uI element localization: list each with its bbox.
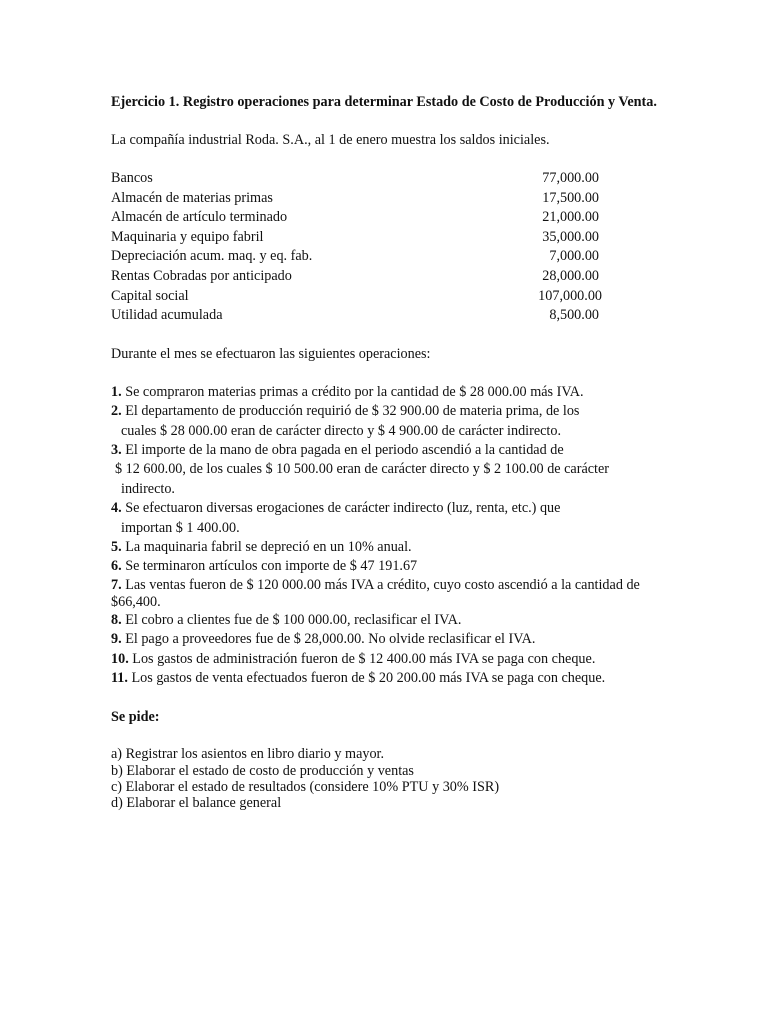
tasks-list: [111, 746, 711, 811]
operation-item: [111, 402, 711, 421]
account-name: Almacén de artículo terminado: [111, 209, 288, 226]
operation-number: 1.: [111, 383, 122, 400]
account-name: Depreciación acum. maq. y eq. fab.: [111, 248, 313, 265]
account-name: Bancos: [111, 170, 153, 186]
account-amount: 107,000.00: [538, 287, 602, 304]
intro-paragraph: La compañía industrial Roda. S.A., al 1 de enero muestra los saldos iniciales.: [111, 132, 550, 148]
operation-continuation: [111, 519, 711, 538]
task-item: c) Elaborar el estado de resultados (considere 10% PTU y 30% ISR): [111, 779, 500, 796]
balance-row: [111, 208, 599, 228]
operation-item: [111, 441, 711, 460]
operations-intro: Durante el mes se efectuaron las siguientes operaciones:: [111, 345, 431, 362]
account-amount: 7,000.00: [549, 248, 599, 265]
document-page: [111, 93, 711, 812]
operation-continuation: [111, 480, 711, 499]
operation-continuation: [111, 594, 711, 611]
account-amount: 35,000.00: [542, 228, 599, 245]
operation-number: 8.: [111, 611, 122, 628]
operation-item: [111, 577, 711, 594]
operation-number: 3.: [111, 441, 122, 458]
operation-number: 11.: [111, 670, 128, 687]
account-name: Maquinaria y equipo fabril: [111, 228, 264, 245]
account-name: Capital social: [111, 287, 189, 304]
operation-item: [111, 538, 711, 557]
operation-text: $ 12 600.00, de los cuales $ 10 500.00 eran de carácter directo y $ 2 100.00 de carácter: [115, 461, 610, 478]
operation-item: [111, 499, 711, 518]
operation-item: [111, 383, 711, 402]
operation-text: importan $ 1 400.00.: [121, 519, 240, 536]
operation-item: [111, 630, 711, 649]
balance-row: [111, 228, 599, 248]
operation-text: El pago a proveedores fue de $ 28,000.00. No olvide reclasificar el IVA.: [121, 631, 536, 648]
operation-continuation: [111, 460, 711, 479]
section-heading: Se pide:: [111, 709, 160, 726]
operation-text: Se terminaron artículos con importe de $ 47 191.67: [121, 558, 418, 575]
operation-text: Se compraron materias primas a crédito por la cantidad de $ 28 000.00 más IVA.: [121, 383, 584, 400]
document-title: Ejercicio 1. Registro operaciones para determinar Estado de Costo de Producción y Venta.: [111, 94, 657, 110]
operation-text: Los gastos de venta efectuados fueron de $ 20 200.00 más IVA se paga con cheque.: [127, 670, 606, 687]
operation-text: Los gastos de administración fueron de $ 12 400.00 más IVA se paga con cheque.: [128, 650, 596, 667]
balance-row: [111, 287, 602, 307]
task-item: a) Registrar los asientos en libro diario y mayor.: [111, 746, 385, 763]
account-name: Almacén de materias primas: [111, 189, 273, 206]
account-amount: 8,500.00: [549, 307, 599, 324]
operation-item: [111, 650, 711, 669]
balance-row: [111, 306, 599, 326]
operation-text: indirecto.: [121, 480, 175, 497]
account-amount: 17,500.00: [542, 189, 599, 206]
operation-number: 10.: [111, 650, 129, 667]
operation-item: [111, 611, 711, 630]
account-name: Utilidad acumulada: [111, 307, 223, 324]
operation-number: 2.: [111, 403, 122, 420]
operation-text: cuales $ 28 000.00 eran de carácter directo y $ 4 900.00 de carácter indirecto.: [121, 422, 562, 439]
operation-text: La maquinaria fabril se depreció en un 10% anual.: [121, 539, 412, 555]
operation-text: Las ventas fueron de $ 120 000.00 más IVA a crédito, cuyo costo ascendió a la cantidad de: [121, 576, 640, 593]
account-amount: 21,000.00: [542, 209, 599, 226]
operation-number: 4.: [111, 500, 122, 517]
task-item: d) Elaborar el balance general: [111, 795, 282, 812]
operation-continuation: [111, 422, 711, 441]
balance-row: [111, 189, 599, 209]
operation-text: El importe de la mano de obra pagada en el periodo ascendió a la cantidad de: [121, 441, 564, 458]
account-amount: 28,000.00: [542, 267, 599, 284]
operation-text: $66,400.: [111, 593, 161, 610]
account-amount: 77,000.00: [542, 170, 599, 186]
operation-number: 7.: [111, 576, 122, 593]
balance-row: [111, 169, 599, 189]
operation-item: [111, 557, 711, 576]
balance-row: [111, 247, 599, 267]
operation-item: [111, 669, 711, 688]
operation-number: 9.: [111, 631, 122, 648]
operation-number: 5.: [111, 539, 122, 555]
balance-row: [111, 267, 599, 287]
operations-list: [111, 383, 711, 689]
task-item: b) Elaborar el estado de costo de producción y ventas: [111, 762, 414, 779]
account-name: Rentas Cobradas por anticipado: [111, 267, 292, 284]
initial-balances-list: [111, 169, 711, 326]
operation-text: El cobro a clientes fue de $ 100 000.00, reclasificar el IVA.: [121, 611, 462, 628]
operation-number: 6.: [111, 558, 122, 575]
operation-text: Se efectuaron diversas erogaciones de carácter indirecto (luz, renta, etc.) que: [121, 500, 561, 517]
operation-text: El departamento de producción requirió de $ 32 900.00 de materia prima, de los: [121, 403, 580, 420]
